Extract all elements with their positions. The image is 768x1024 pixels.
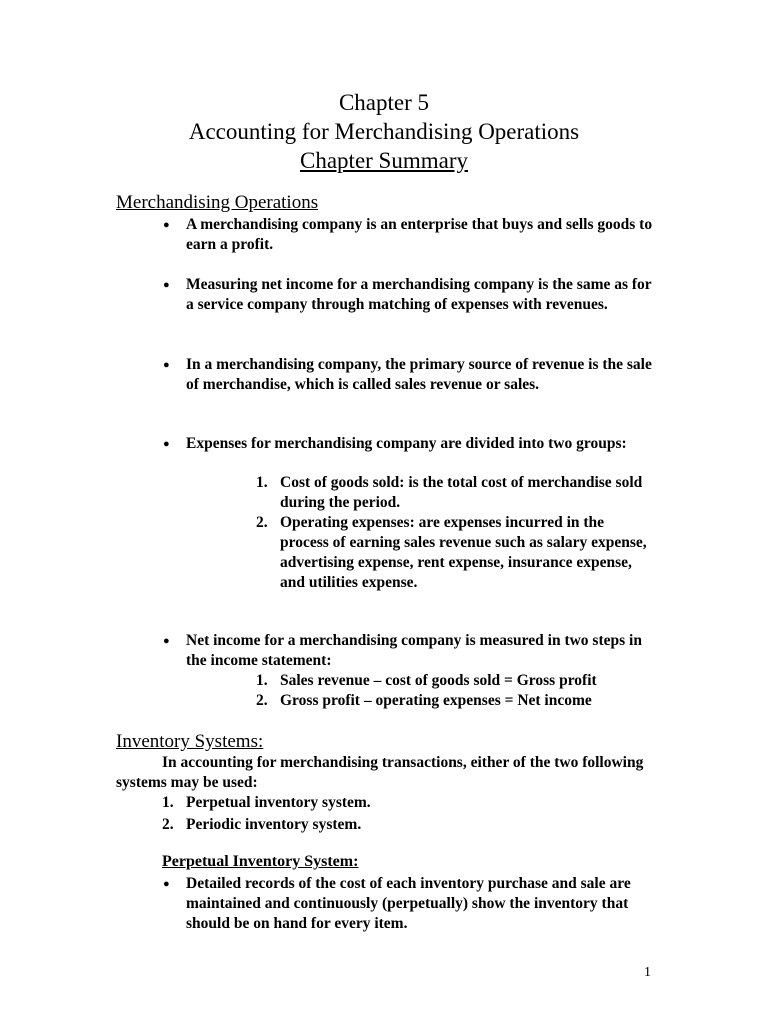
numbered-item: 2. Gross profit – operating expenses = Net income [256,692,592,709]
list-item: ● A merchandising company is an enterprise that buys and sells goods to earn a profit. [163,216,653,253]
page-number: 1 [644,965,651,980]
inventory-intro: In accounting for merchandising transactions, either of the two following systems may be used: [116,754,644,791]
list-item: ● Expenses for merchandising company are divided into two groups: [163,435,627,452]
bullet-icon: ● [163,438,170,450]
numbered-item: 1. Cost of goods sold: is the total cost of merchandise sold during the period. [256,474,643,511]
bullet-icon: ● [163,219,170,231]
merchandising-heading: Merchandising Operations [116,192,319,213]
list-item: ● Measuring net income for a merchandising company is the same as for a service company through matching of expenses with revenues. [163,276,652,313]
bullet-icon: ● [163,635,170,647]
chapter-summary-heading: Chapter Summary [300,148,468,173]
list-item: ● Net income for a merchandising company is measured in two steps in the income statement: [163,632,642,669]
numbered-item: 1. Sales revenue – cost of goods sold = Gross profit [256,672,597,689]
inventory-systems-heading: Inventory Systems: [116,731,264,752]
chapter-number: Chapter 5 [338,90,430,115]
list-item: ● Detailed records of the cost of each inventory purchase and sale are maintained and continuously (perpetually) show the inventory that should be on hand for every item. [163,875,631,932]
perpetual-heading: Perpetual Inventory System: [162,853,359,870]
chapter-title: Accounting for Merchandising Operations [188,119,580,144]
title-block [0,88,768,175]
bullet-icon: ● [163,279,170,291]
numbered-item: 2. Periodic inventory system. [162,816,362,833]
list-item: ● In a merchandising company, the primary source of revenue is the sale of merchandise, which is called sales revenue or sales. [163,356,652,393]
bullet-icon: ● [163,359,170,371]
numbered-item: 2. Operating expenses: are expenses incurred in the process of earning sales revenue such as salary expense, advertising expense, rent expense, insurance expense, and utilities expense. [256,514,647,591]
numbered-item: 1. Perpetual inventory system. [162,794,371,811]
bullet-icon: ● [163,878,170,890]
